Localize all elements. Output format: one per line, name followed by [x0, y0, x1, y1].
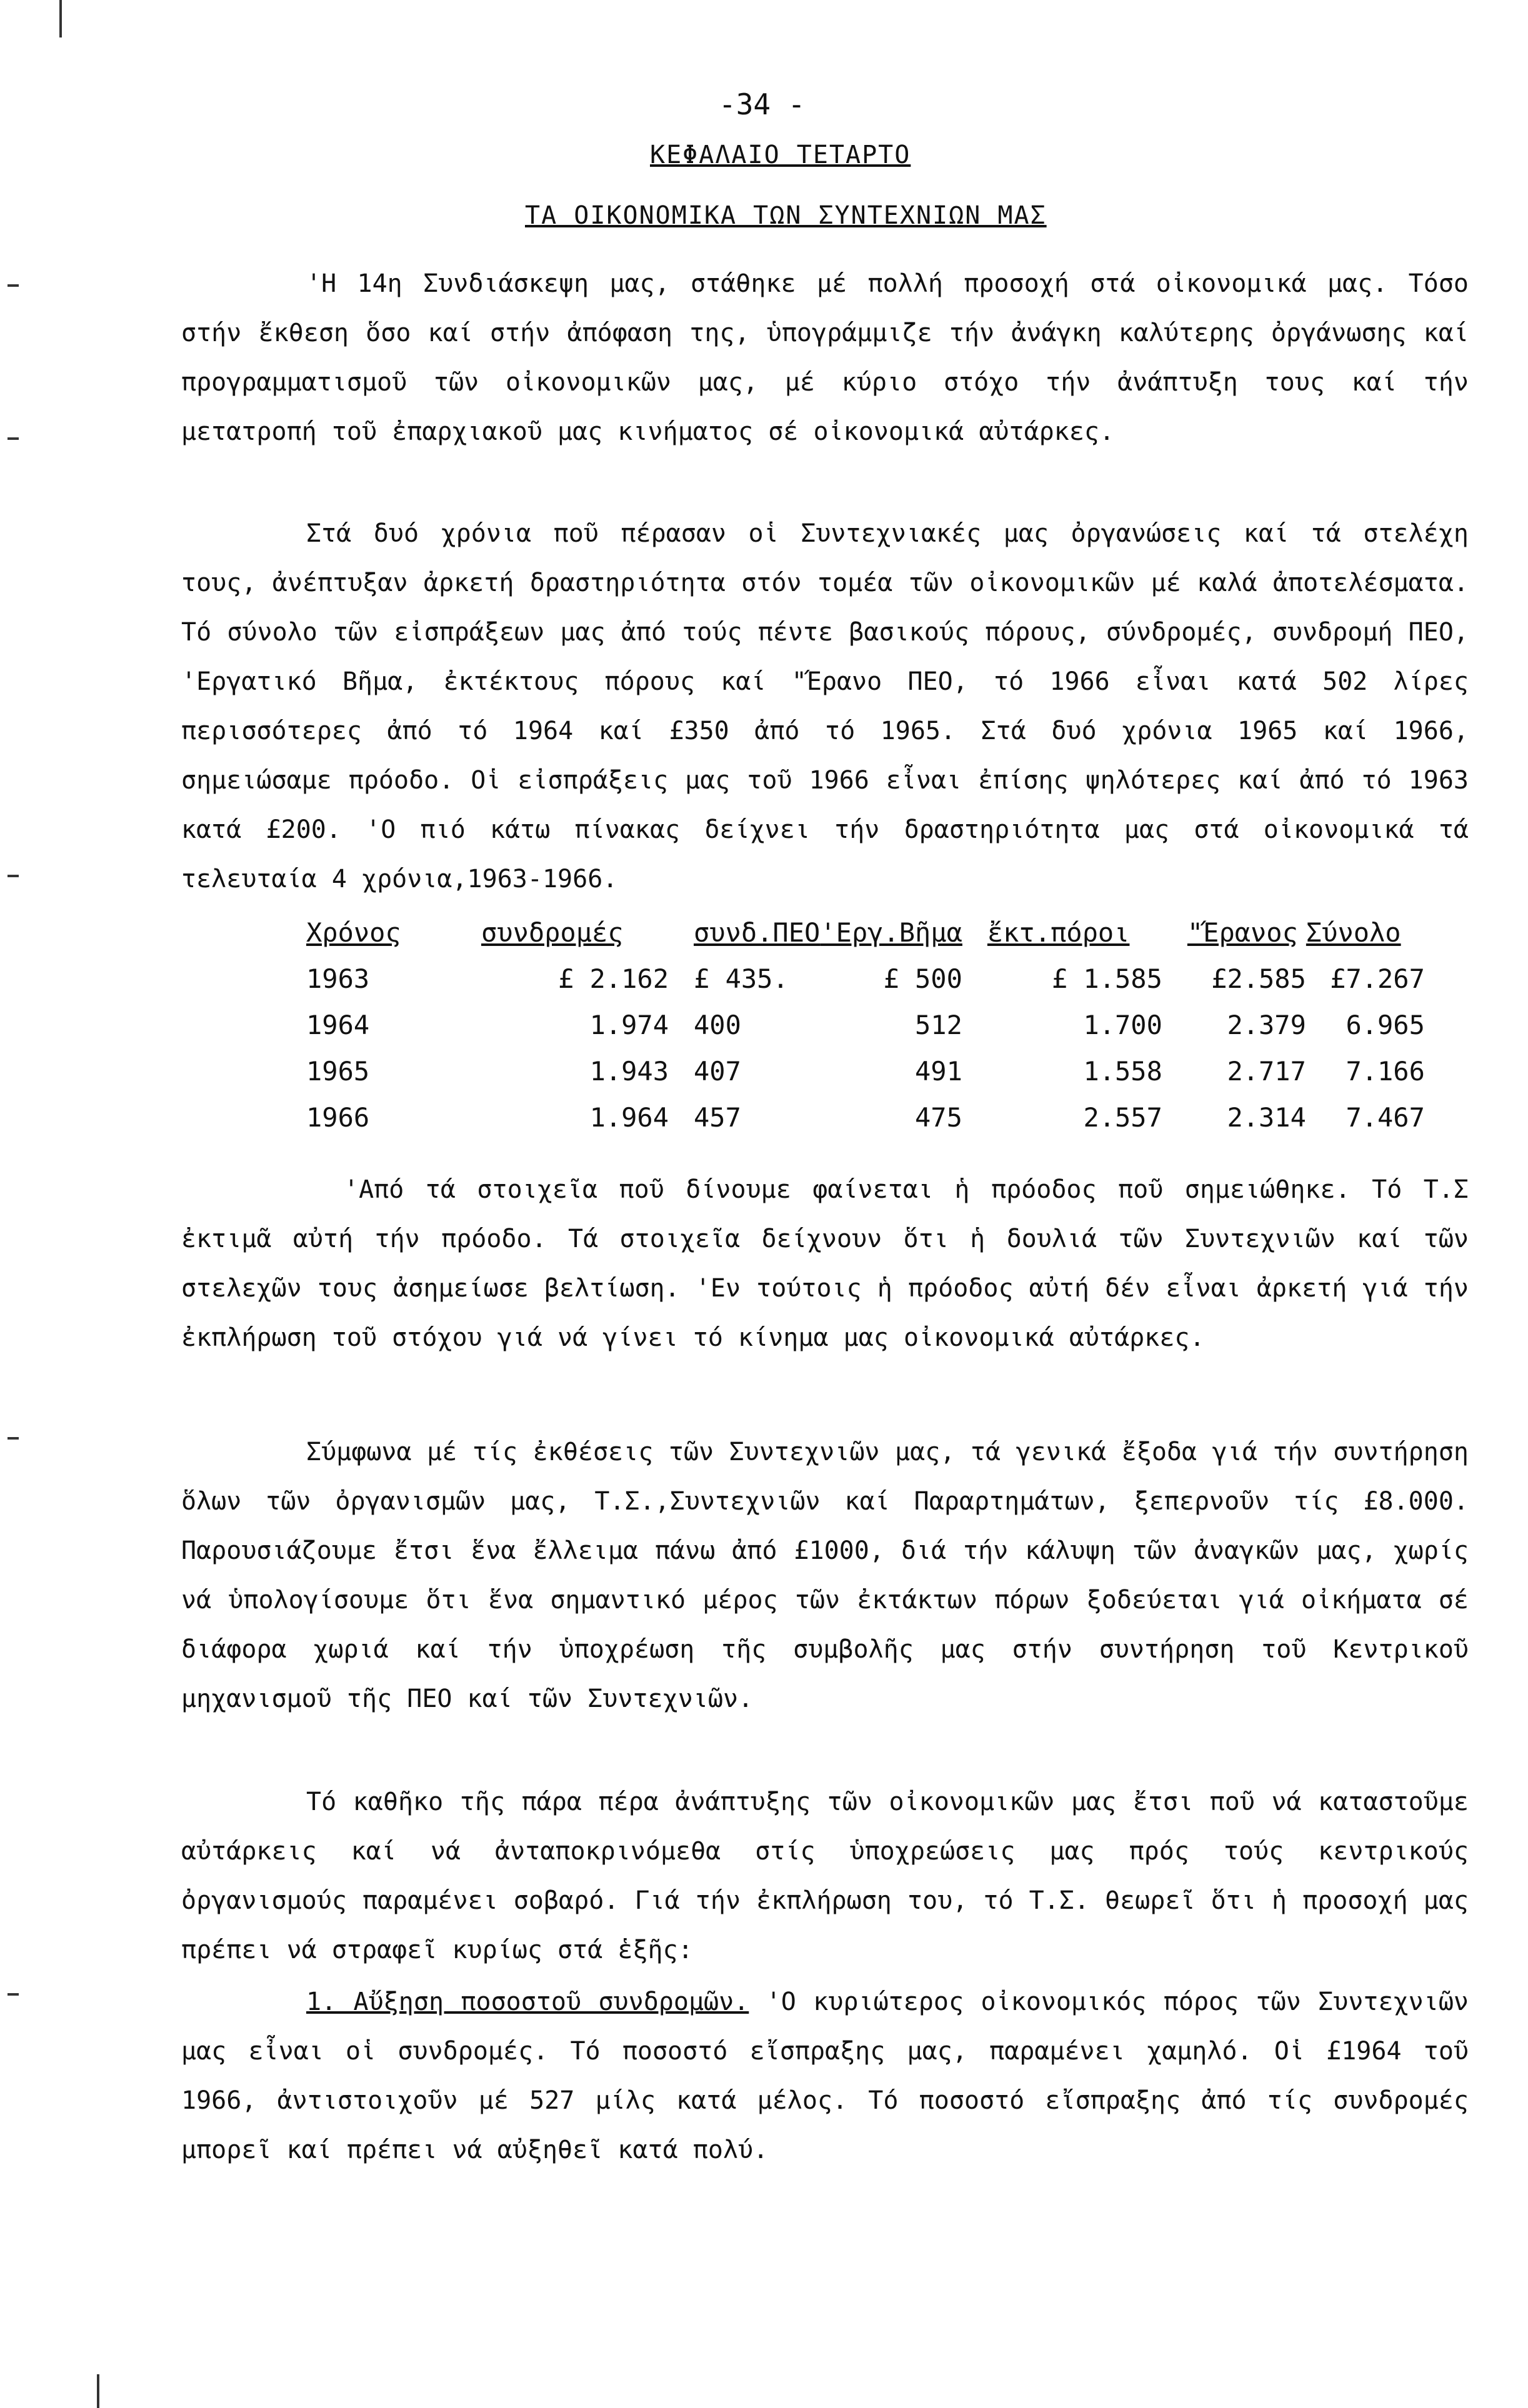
cell-year: 1963	[306, 963, 370, 994]
cell-vima: 512	[915, 1009, 962, 1040]
header-peo-subscription: συνδ.ΠΕΟ	[694, 917, 821, 948]
scan-mark-left-1	[7, 284, 19, 287]
scan-mark-bottom	[97, 2374, 99, 2408]
cell-subscriptions: 1.943	[589, 1055, 669, 1087]
paragraph-6	[181, 1978, 1469, 2175]
cell-vima: £ 500	[883, 963, 962, 994]
scan-mark-left-2	[7, 437, 19, 440]
finance-table	[306, 917, 1425, 1140]
cell-peo: 457	[694, 1102, 741, 1133]
cell-year: 1964	[306, 1009, 370, 1040]
cell-year: 1966	[306, 1102, 370, 1133]
table-row	[306, 955, 1425, 1002]
paragraph-2	[181, 509, 1469, 904]
paragraph-5	[181, 1778, 1469, 1975]
cell-eranos: 2.717	[1227, 1055, 1306, 1087]
scan-mark-left-4	[7, 1437, 19, 1440]
cell-subscriptions: 1.974	[589, 1009, 669, 1040]
header-year: Χρόνος	[306, 917, 401, 948]
cell-total: 7.467	[1346, 1102, 1425, 1133]
paragraph-3-text: 'Από τά στοιχεῖα ποῦ δίνουμε φαίνεται ἡ πρόοδος ποῦ σημειώθηκε. Τό Τ.Σ ἐκτιμᾶ αὐτή τήν πρόοδο. Τά στοιχεῖα δείχνουν ὅτι ἡ δουλιά τῶν Συντεχνιῶν καί τῶν στελεχῶν τους ἀσημείωσε βελτίωση. 'Εν τούτοις ἡ πρόοδος αὐτή δέν εἶναι ἀρκετή γιά τήν ἐκπλήρωση τοῦ στόχου γιά νά γίνει τό κίνημα μας οἰκονομικά αὐτάρκες.	[181, 1175, 1469, 1352]
section-title: ΤΑ ΟΙΚΟΝΟΜΙΚΑ ΤΩΝ ΣΥΝΤΕΧΝΙΩΝ ΜΑΣ	[525, 201, 1047, 230]
cell-peo: 407	[694, 1055, 741, 1087]
cell-extra: 1.558	[1083, 1055, 1162, 1087]
paragraph-5-text: Τό καθῆκο τῆς πάρα πέρα ἀνάπτυξης τῶν οἰκονομικῶν μας ἔτσι ποῦ νά καταστοῦμε αὐτάρκεις καί νά ἀνταποκρινόμεθα στίς ὑποχρεώσεις μας πρός τούς κεντρικούς ὀργανισμούς παραμένει σοβαρό. Γιά τήν ἐκπλήρωση του, τό Τ.Σ. θεωρεῖ ὅτι ἡ προσοχή μας πρέπει νά στραφεῖ κυρίως στά ἑξῆς:	[181, 1788, 1469, 1964]
paragraph-1-text: 'Η 14η Συνδιάσκεψη μας, στάθηκε μέ πολλή προσοχή στά οἰκονομικά μας. Τόσο στήν ἔκθεση ὅσο καί στήν ἀπόφαση της, ὑπογράμμιζε τήν ἀνάγκη καλύτερης ὀργάνωσης καί προγραμματισμοῦ τῶν οἰκονομικῶν μας, μέ κύριο στόχο τήν ἀνάπτυξη τους καί τήν μετατροπή τοῦ ἐπαρχιακοῦ μας κινήματος σέ οἰκονομικά αὐτάρκες.	[181, 269, 1469, 446]
header-eranos: "Έρανος	[1187, 917, 1298, 948]
cell-vima: 491	[915, 1055, 962, 1087]
paragraph-4-text: Σύμφωνα μέ τίς ἐκθέσεις τῶν Συντεχνιῶν μας, τά γενικά ἔξοδα γιά τήν συντήρηση ὅλων τῶν ὀργανισμῶν μας, Τ.Σ.,Συντεχνιῶν καί Παραρτημάτων, ξεπερνοῦν τίς £8.000. Παρουσιάζουμε ἔτσι ἕνα ἔλλειμα πάνω ἀπό £1000, διά τήν κάλυψη τῶν ἀναγκῶν μας, χωρίς νά ὑπολογίσουμε ὅτι ἕνα σημαντικό μέρος τῶν ἐκτάκτων πόρων ξοδεύεται γιά οἰκήματα σέ διάφορα χωριά καί τήν ὑποχρέωση τῆς συμβολῆς μας στήν συντήρηση τοῦ Κεντρικοῦ μηχανισμοῦ τῆς ΠΕΟ καί τῶν Συντεχνιῶν.	[181, 1438, 1469, 1713]
paragraph-2-text: Στά δυό χρόνια ποῦ πέρασαν οἱ Συντεχνιακές μας ὀργανώσεις καί τά στελέχη τους, ἀνέπτυξαν ἀρκετή δραστηριότητα στόν τομέα τῶν οἰκονομικῶν μέ καλά ἀποτελέσματα. Τό σύνολο τῶν εἰσπράξεων μας ἀπό τούς πέντε βασικούς πόρους, σύνδρομές, συνδρομή ΠΕΟ, 'Εργατικό Βῆμα, ἐκτέκτους πόρους καί "Έρανο ΠΕΟ, τό 1966 εἶναι κατά 502 λίρες περισσότερες ἀπό τό 1964 καί £350 ἀπό τό 1965. Στά δυό χρόνια 1965 καί 1966, σημειώσαμε πρόοδο. Οἱ εἰσπράξεις μας τοῦ 1966 εἶναι ἐπίσης ψηλότερες καί ἀπό τό 1963 κατά £200. 'Ο πιό κάτω πίνακας δείχνει τήν δραστηριότητα μας στά οἰκονομικά τά τελευταία 4 χρόνια,1963-1966.	[181, 519, 1469, 893]
cell-subscriptions: £ 2.162	[557, 963, 669, 994]
cell-total: 6.965	[1346, 1009, 1425, 1040]
cell-year: 1965	[306, 1055, 370, 1087]
table-row	[306, 1094, 1425, 1140]
cell-total: 7.166	[1346, 1055, 1425, 1087]
cell-eranos: 2.379	[1227, 1009, 1306, 1040]
header-extra-resources: ἔκτ.πόροι	[987, 917, 1130, 948]
header-subscriptions: συνδρομές	[481, 917, 624, 948]
page-number: -34 -	[719, 87, 806, 121]
cell-peo: 400	[694, 1009, 741, 1040]
cell-extra: £ 1.585	[1051, 963, 1162, 994]
cell-total: £7.267	[1330, 963, 1425, 994]
section-1-heading: 1. Αὔξηση ποσοστοῦ συνδρομῶν.	[306, 1988, 749, 2016]
table-header-row	[306, 917, 1425, 955]
chapter-heading: ΚΕΦΑΛΑΙΟ ΤΕΤΑΡΤΟ	[650, 141, 911, 169]
table-row	[306, 1002, 1425, 1048]
cell-peo: £ 435.	[694, 963, 789, 994]
paragraph-3	[181, 1165, 1469, 1363]
scan-mark-left-5	[7, 1993, 19, 1996]
header-ergatiko-vima: 'Εργ.Βῆμα	[820, 917, 962, 948]
table-row	[306, 1048, 1425, 1094]
paragraph-1	[181, 259, 1469, 457]
cell-eranos: 2.314	[1227, 1102, 1306, 1133]
paragraph-4	[181, 1428, 1469, 1724]
scan-mark-left-top	[59, 0, 62, 37]
cell-eranos: £2.585	[1211, 963, 1306, 994]
cell-subscriptions: 1.964	[589, 1102, 669, 1133]
header-total: Σύνολο	[1306, 917, 1401, 948]
cell-extra: 2.557	[1083, 1102, 1162, 1133]
cell-vima: 475	[915, 1102, 962, 1133]
scan-mark-left-3	[7, 875, 19, 877]
cell-extra: 1.700	[1083, 1009, 1162, 1040]
paragraph-6-text: 'Ο κυριώτερος οἰκονομικός πόρος τῶν Συντεχνιῶν μας εἶναι οἱ συνδρομές. Τό ποσοστό εἴσπραξης μας, παραμένει χαμηλό. Οἱ £1964 τοῦ 1966, ἀντιστοιχοῦν μέ 527 μίλς κατά μέλος. Τό ποσοστό εἴσπραξης ἀπό τίς συνδρομές μπορεῖ καί πρέπει νά αὐξηθεῖ κατά πολύ.	[181, 1988, 1469, 2164]
